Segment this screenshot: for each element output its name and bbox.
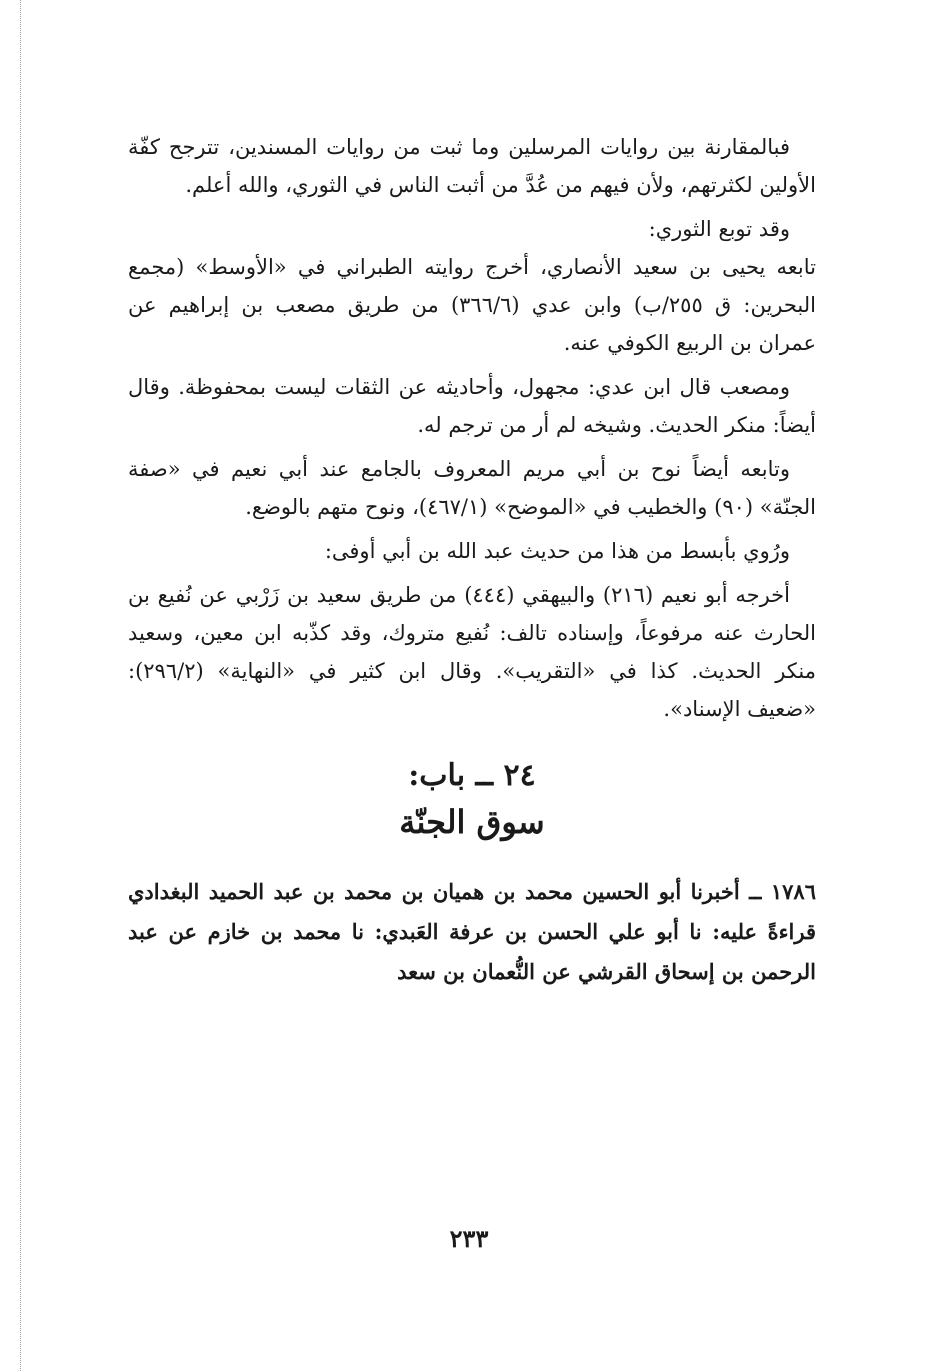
scan-edge-line bbox=[20, 0, 21, 1371]
hadith-text: ١٧٨٦ ــ أخبرنا أبو الحسين محمد بن هميان بن محمد بن عبد الحميد البغدادي قراءةً عليه: نا أبو علي الحسن بن عرفة العَبدي: نا محمد بن خازم عن عبد الرحمن بن إسحاق القرشي عن النُّعمان بن سعد bbox=[128, 879, 816, 984]
chapter-number: ٢٤ ــ باب: bbox=[408, 758, 536, 793]
chapter-heading bbox=[128, 754, 816, 846]
chapter-title: سوق الجنّة bbox=[399, 803, 545, 841]
paragraph-takhrij: أخرجه أبو نعيم (٢١٦) والبيهقي (٤٤٤) من طريق سعيد بن زَرْبي عن نُفيع بن الحارث عنه مرفوعاً، وإسناده تالف: نُفيع متروك، وقد كذّبه ابن معين، وسعيد منكر الحديث. كذا في «التقريب». وقال ابن كثير في «النهاية» (٢٩٦/٢): «ضعيف الإسناد». bbox=[128, 583, 816, 721]
paragraph-followed-heading: وقد توبع الثوري: bbox=[648, 217, 790, 241]
page-body bbox=[128, 128, 816, 992]
paragraph-yahya: تابعه يحيى بن سعيد الأنصاري، أخرج روايته الطبراني في «الأوسط» (مجمع البحرين: ق ٢٥٥/ب) وابن عدي (٣٦٦/٦) من طريق مصعب بن إبراهيم عن عمران بن الربيع الكوفي عنه. bbox=[128, 255, 817, 355]
paragraph-comparison: فبالمقارنة بين روايات المرسلين وما ثبت من روايات المسندين، تترجح كفّة الأولين لكثرتهم، ولأن فيهم من عُدَّ من أثبت الناس في الثوري، والله أعلم. bbox=[128, 135, 816, 197]
paragraph-nuh: وتابعه أيضاً نوح بن أبي مريم المعروف بالجامع عند أبي نعيم في «صفة الجنّة» (٩٠) والخطيب في «الموضح» (٤٦٧/١)، ونوح متهم بالوضع. bbox=[128, 457, 816, 519]
page-number: ٢٣٣ bbox=[449, 1224, 489, 1253]
paragraph-musab: ومصعب قال ابن عدي: مجهول، وأحاديثه عن الثقات ليست بمحفوظة. وقال أيضاً: منكر الحديث. وشيخه لم أر من ترجم له. bbox=[128, 375, 816, 437]
paragraph-abi-awfa: ورُوي بأبسط من هذا من حديث عبد الله بن أبي أوفى: bbox=[324, 539, 790, 563]
